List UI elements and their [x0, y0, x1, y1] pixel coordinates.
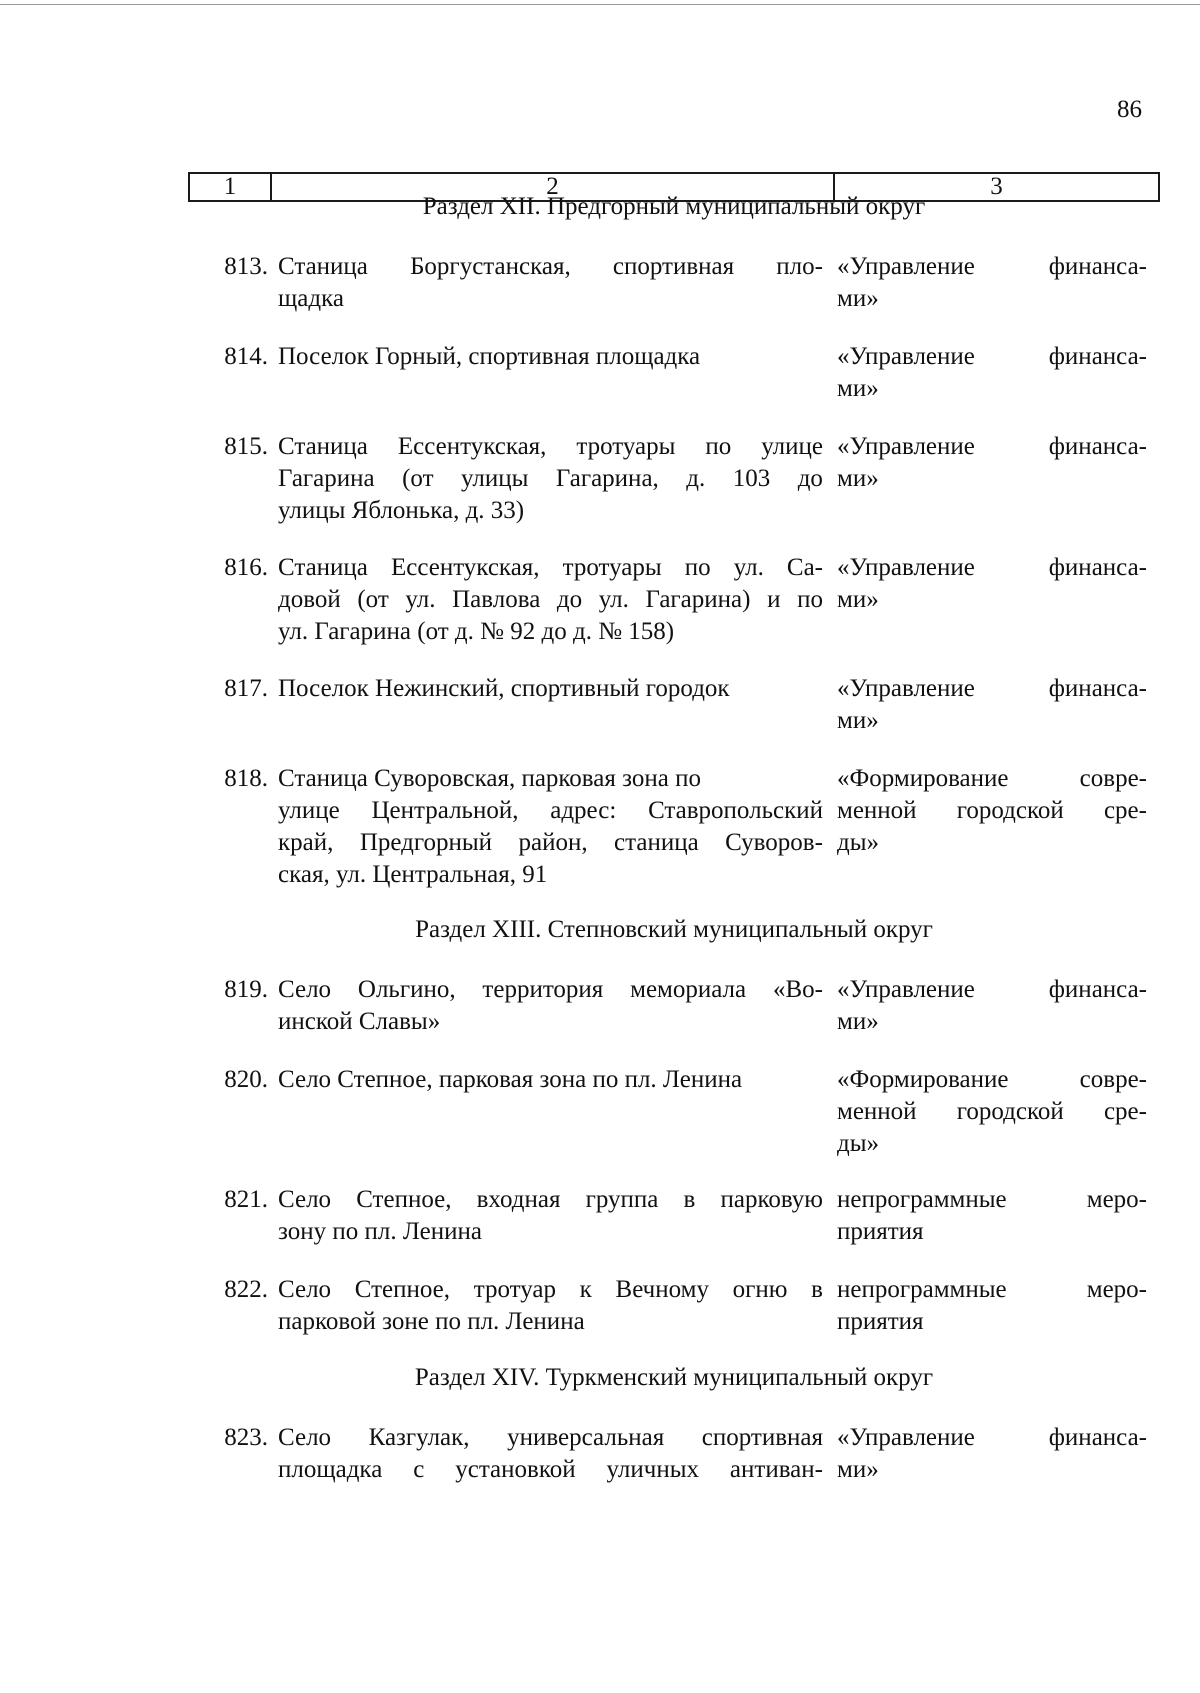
desc-line: край, Предгорный район, станица Суворов- — [278, 829, 823, 856]
desc-line: парковой зоне по пл. Ленина — [278, 1308, 585, 1335]
row-description — [278, 763, 823, 891]
program-line: «Управление финанса- — [837, 976, 1147, 1003]
desc-line: зону по пл. Ленина — [278, 1218, 482, 1245]
program-line: ды» — [837, 829, 880, 856]
table-row — [188, 341, 1160, 405]
row-description — [278, 431, 823, 527]
row-description — [278, 1274, 823, 1338]
row-number: 821. — [224, 1186, 268, 1213]
section-title: Раздел XII. Предгорный муниципальный округ — [422, 193, 926, 220]
program-line: ми» — [837, 1008, 879, 1035]
row-description — [278, 673, 823, 737]
desc-line: ская, ул. Центральная, 91 — [278, 861, 548, 888]
row-program — [837, 1422, 1147, 1486]
row-program — [837, 552, 1147, 648]
program-line: ми» — [837, 707, 879, 734]
row-description — [278, 1422, 823, 1486]
header-col-3: 3 — [990, 173, 1003, 200]
program-line: приятия — [837, 1218, 924, 1245]
desc-line: инской Славы» — [278, 1008, 441, 1035]
program-line: «Формирование совре- — [837, 1066, 1147, 1093]
desc-line: Село Степное, парковая зона по пл. Ленина — [278, 1066, 743, 1093]
row-description — [278, 341, 823, 405]
program-line: «Управление финанса- — [837, 675, 1147, 702]
desc-line: Станица Суворовская, парковая зона по — [278, 765, 701, 792]
row-program — [837, 341, 1147, 405]
desc-line: Станица Ессентукская, тротуары по ул. Са- — [278, 554, 823, 581]
program-line: ми» — [837, 586, 879, 613]
program-line: «Формирование совре- — [837, 765, 1147, 792]
row-number: 817. — [224, 675, 268, 702]
desc-line: довой (от ул. Павлова до ул. Гагарина) и по — [278, 586, 823, 613]
row-number: 814. — [224, 343, 268, 370]
row-program — [837, 251, 1147, 315]
desc-line: Поселок Горный, спортивная площадка — [278, 343, 701, 370]
program-line: ды» — [837, 1130, 880, 1157]
program-line: «Управление финанса- — [837, 1424, 1147, 1451]
program-line: ми» — [837, 465, 879, 492]
section-title: Раздел XIII. Степновский муниципальный округ — [415, 916, 933, 943]
header-col-1: 1 — [190, 174, 272, 200]
table-row — [188, 974, 1160, 1038]
row-program — [837, 673, 1147, 737]
row-description — [278, 974, 823, 1038]
row-program — [837, 763, 1147, 891]
table-row — [188, 763, 1160, 891]
desc-line: Станица Боргустанская, спортивная пло- — [278, 253, 823, 280]
program-line: «Управление финанса- — [837, 433, 1147, 460]
page-number: 86 — [1117, 96, 1142, 123]
table-row — [188, 673, 1160, 737]
program-line: приятия — [837, 1308, 924, 1335]
row-number: 822. — [224, 1276, 268, 1303]
desc-line: ул. Гагарина (от д. № 92 до д. № 158) — [278, 618, 675, 645]
row-program — [837, 974, 1147, 1038]
program-line: ми» — [837, 375, 879, 402]
program-line: «Управление финанса- — [837, 253, 1147, 280]
row-number: 818. — [224, 765, 268, 792]
row-program — [837, 1064, 1147, 1160]
desc-line: улице Центральной, адрес: Ставропольский — [278, 797, 823, 824]
program-line: ми» — [837, 285, 879, 312]
row-number: 813. — [224, 253, 268, 280]
row-number: 815. — [224, 433, 268, 460]
table-row — [188, 251, 1160, 315]
program-line: ми» — [837, 1456, 879, 1483]
row-number: 816. — [224, 554, 268, 581]
table-row — [188, 1422, 1160, 1486]
desc-line: Поселок Нежинский, спортивный городок — [278, 675, 730, 702]
desc-line: Гагарина (от улицы Гагарина, д. 103 до — [278, 465, 823, 492]
row-description — [278, 552, 823, 648]
row-number: 819. — [224, 976, 268, 1003]
table-row — [188, 1274, 1160, 1338]
row-program — [837, 1274, 1147, 1338]
desc-line: Станица Ессентукская, тротуары по улице — [278, 433, 823, 460]
row-description — [278, 1064, 823, 1160]
program-line: «Управление финанса- — [837, 343, 1147, 370]
top-scan-rule — [0, 4, 1200, 5]
row-number: 823. — [224, 1424, 268, 1451]
program-line: «Управление финанса- — [837, 554, 1147, 581]
header-col-2: 2 — [272, 174, 835, 200]
program-line: менной городской сре- — [837, 797, 1147, 824]
table-row — [188, 431, 1160, 527]
desc-line: Село Казгулак, универсальная спортивная — [278, 1424, 823, 1451]
row-program — [837, 1184, 1147, 1248]
table-row — [188, 1064, 1160, 1160]
row-description — [278, 251, 823, 315]
program-line: менной городской сре- — [837, 1098, 1147, 1125]
row-description — [278, 1184, 823, 1248]
desc-line: щадка — [278, 285, 344, 312]
desc-line: Село Степное, тротуар к Вечному огню в — [278, 1276, 823, 1303]
desc-line: улицы Яблонька, д. 33) — [278, 497, 525, 524]
table-row — [188, 1184, 1160, 1248]
row-program — [837, 431, 1147, 527]
program-line: непрограммные меро- — [837, 1186, 1147, 1213]
section-title: Раздел XIV. Туркменский муниципальный округ — [414, 1364, 934, 1391]
desc-line: Село Степное, входная группа в парковую — [278, 1186, 823, 1213]
desc-line: Село Ольгино, территория мемориала «Во- — [278, 976, 823, 1003]
row-number: 820. — [224, 1066, 268, 1093]
program-line: непрограммные меро- — [837, 1276, 1147, 1303]
desc-line: площадка с установкой уличных антиван- — [278, 1456, 823, 1483]
table-row — [188, 552, 1160, 648]
